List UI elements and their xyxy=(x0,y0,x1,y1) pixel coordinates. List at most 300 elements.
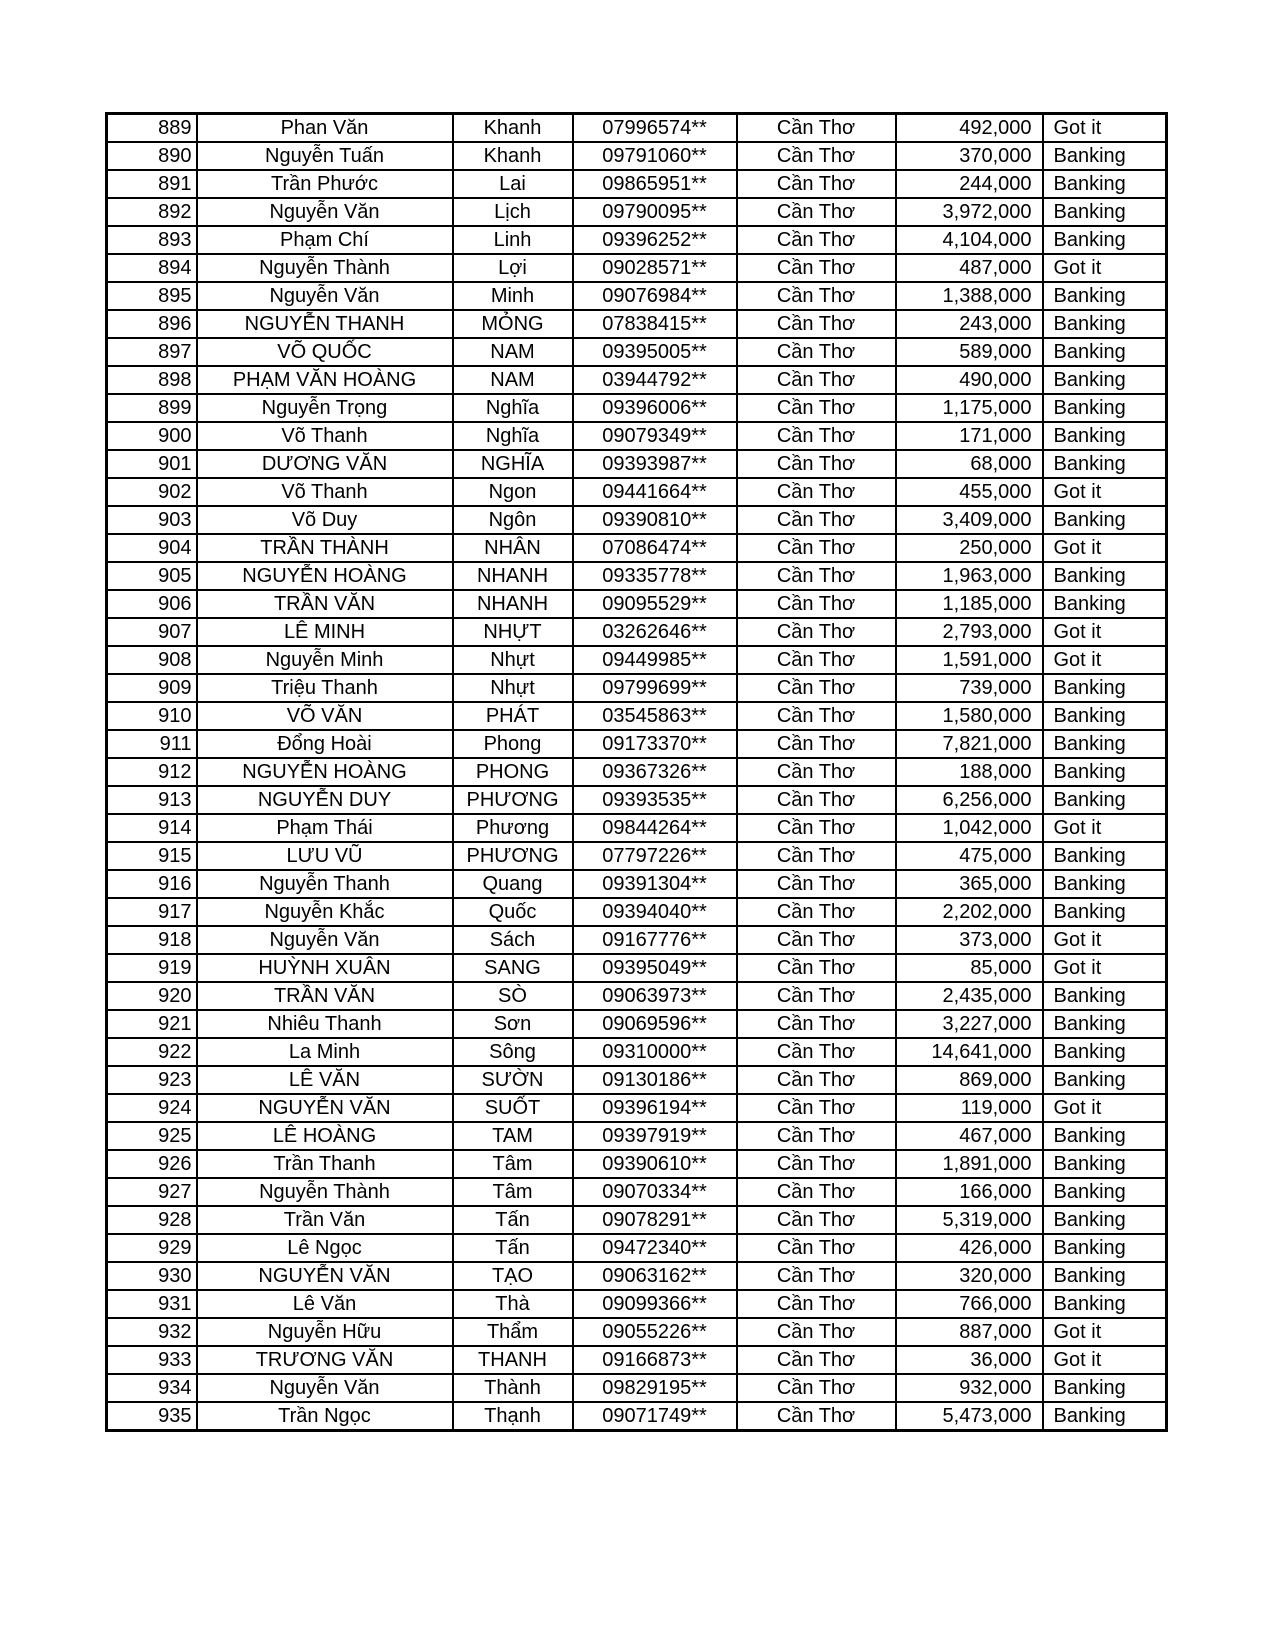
row-number-cell: 894 xyxy=(107,254,197,282)
table-row xyxy=(107,1206,1167,1234)
table-row xyxy=(107,506,1167,534)
amount-cell: 7,821,000 xyxy=(896,730,1043,758)
amount-cell: 166,000 xyxy=(896,1178,1043,1206)
table-row xyxy=(107,1122,1167,1150)
row-number-cell: 921 xyxy=(107,1010,197,1038)
row-number-cell: 908 xyxy=(107,646,197,674)
city-cell: Cần Thơ xyxy=(737,170,896,198)
phone-cell: 09393987** xyxy=(573,450,737,478)
phone-cell: 09367326** xyxy=(573,758,737,786)
row-number-cell: 896 xyxy=(107,310,197,338)
payment-method-cell: Banking xyxy=(1043,1150,1167,1178)
first-name-cell: Quang xyxy=(453,870,573,898)
last-name-cell: Trần Ngọc xyxy=(197,1402,453,1431)
city-cell: Cần Thơ xyxy=(737,394,896,422)
phone-cell: 09167776** xyxy=(573,926,737,954)
table-row xyxy=(107,954,1167,982)
last-name-cell: Lê Ngọc xyxy=(197,1234,453,1262)
payment-method-cell: Banking xyxy=(1043,1038,1167,1066)
amount-cell: 492,000 xyxy=(896,114,1043,143)
row-number-cell: 918 xyxy=(107,926,197,954)
table-row xyxy=(107,898,1167,926)
table-row xyxy=(107,814,1167,842)
phone-cell: 09055226** xyxy=(573,1318,737,1346)
last-name-cell: Nguyễn Văn xyxy=(197,198,453,226)
table-row xyxy=(107,1374,1167,1402)
amount-cell: 14,641,000 xyxy=(896,1038,1043,1066)
city-cell: Cần Thơ xyxy=(737,730,896,758)
row-number-cell: 914 xyxy=(107,814,197,842)
table-row xyxy=(107,786,1167,814)
payment-method-cell: Banking xyxy=(1043,1066,1167,1094)
payment-method-cell: Banking xyxy=(1043,1234,1167,1262)
amount-cell: 2,793,000 xyxy=(896,618,1043,646)
amount-cell: 3,409,000 xyxy=(896,506,1043,534)
first-name-cell: PHƯƠNG xyxy=(453,842,573,870)
amount-cell: 244,000 xyxy=(896,170,1043,198)
table-row xyxy=(107,226,1167,254)
table-row xyxy=(107,1290,1167,1318)
phone-cell: 09391304** xyxy=(573,870,737,898)
phone-cell: 09071749** xyxy=(573,1402,737,1431)
last-name-cell: Trần Văn xyxy=(197,1206,453,1234)
first-name-cell: Phương xyxy=(453,814,573,842)
city-cell: Cần Thơ xyxy=(737,1150,896,1178)
table-row xyxy=(107,1066,1167,1094)
payment-method-cell: Got it xyxy=(1043,534,1167,562)
amount-cell: 490,000 xyxy=(896,366,1043,394)
first-name-cell: SƯỜN xyxy=(453,1066,573,1094)
row-number-cell: 903 xyxy=(107,506,197,534)
phone-cell: 09395049** xyxy=(573,954,737,982)
phone-cell: 03944792** xyxy=(573,366,737,394)
first-name-cell: NHANH xyxy=(453,590,573,618)
city-cell: Cần Thơ xyxy=(737,422,896,450)
city-cell: Cần Thơ xyxy=(737,1402,896,1431)
city-cell: Cần Thơ xyxy=(737,786,896,814)
first-name-cell: PHONG xyxy=(453,758,573,786)
first-name-cell: Tâm xyxy=(453,1178,573,1206)
last-name-cell: Nguyễn Hữu xyxy=(197,1318,453,1346)
city-cell: Cần Thơ xyxy=(737,1234,896,1262)
last-name-cell: Nguyễn Văn xyxy=(197,282,453,310)
city-cell: Cần Thơ xyxy=(737,1290,896,1318)
city-cell: Cần Thơ xyxy=(737,870,896,898)
amount-cell: 1,891,000 xyxy=(896,1150,1043,1178)
table-row xyxy=(107,618,1167,646)
amount-cell: 1,388,000 xyxy=(896,282,1043,310)
last-name-cell: Nguyễn Minh xyxy=(197,646,453,674)
first-name-cell: Ngon xyxy=(453,478,573,506)
amount-cell: 36,000 xyxy=(896,1346,1043,1374)
phone-cell: 03262646** xyxy=(573,618,737,646)
first-name-cell: SUỐT xyxy=(453,1094,573,1122)
amount-cell: 467,000 xyxy=(896,1122,1043,1150)
last-name-cell: NGUYỄN HOÀNG xyxy=(197,758,453,786)
table-row xyxy=(107,1038,1167,1066)
first-name-cell: Thạnh xyxy=(453,1402,573,1431)
last-name-cell: Đổng Hoài xyxy=(197,730,453,758)
row-number-cell: 920 xyxy=(107,982,197,1010)
row-number-cell: 904 xyxy=(107,534,197,562)
amount-cell: 4,104,000 xyxy=(896,226,1043,254)
payment-method-cell: Got it xyxy=(1043,954,1167,982)
table-row xyxy=(107,114,1167,143)
table-row xyxy=(107,1402,1167,1431)
payment-method-cell: Banking xyxy=(1043,170,1167,198)
last-name-cell: LÊ VĂN xyxy=(197,1066,453,1094)
row-number-cell: 913 xyxy=(107,786,197,814)
table-row xyxy=(107,1010,1167,1038)
row-number-cell: 922 xyxy=(107,1038,197,1066)
last-name-cell: Võ Duy xyxy=(197,506,453,534)
phone-cell: 09069596** xyxy=(573,1010,737,1038)
row-number-cell: 910 xyxy=(107,702,197,730)
amount-cell: 1,175,000 xyxy=(896,394,1043,422)
last-name-cell: NGUYỄN THANH xyxy=(197,310,453,338)
payment-method-cell: Banking xyxy=(1043,786,1167,814)
amount-cell: 250,000 xyxy=(896,534,1043,562)
table-row xyxy=(107,338,1167,366)
last-name-cell: Lê Văn xyxy=(197,1290,453,1318)
payment-method-cell: Banking xyxy=(1043,1010,1167,1038)
first-name-cell: Lợi xyxy=(453,254,573,282)
city-cell: Cần Thơ xyxy=(737,366,896,394)
phone-cell: 09078291** xyxy=(573,1206,737,1234)
city-cell: Cần Thơ xyxy=(737,506,896,534)
row-number-cell: 935 xyxy=(107,1402,197,1431)
payment-method-cell: Banking xyxy=(1043,562,1167,590)
amount-cell: 320,000 xyxy=(896,1262,1043,1290)
amount-cell: 1,580,000 xyxy=(896,702,1043,730)
first-name-cell: Lai xyxy=(453,170,573,198)
phone-cell: 09310000** xyxy=(573,1038,737,1066)
payment-method-cell: Got it xyxy=(1043,618,1167,646)
city-cell: Cần Thơ xyxy=(737,1206,896,1234)
amount-cell: 1,042,000 xyxy=(896,814,1043,842)
phone-cell: 07797226** xyxy=(573,842,737,870)
table-row xyxy=(107,842,1167,870)
first-name-cell: Tấn xyxy=(453,1206,573,1234)
last-name-cell: HUỲNH XUÂN xyxy=(197,954,453,982)
first-name-cell: Khanh xyxy=(453,142,573,170)
phone-cell: 09173370** xyxy=(573,730,737,758)
table-row xyxy=(107,590,1167,618)
city-cell: Cần Thơ xyxy=(737,226,896,254)
table-row xyxy=(107,1178,1167,1206)
first-name-cell: Quốc xyxy=(453,898,573,926)
first-name-cell: Tấn xyxy=(453,1234,573,1262)
phone-cell: 09393535** xyxy=(573,786,737,814)
city-cell: Cần Thơ xyxy=(737,338,896,366)
last-name-cell: Phan Văn xyxy=(197,114,453,143)
row-number-cell: 912 xyxy=(107,758,197,786)
amount-cell: 426,000 xyxy=(896,1234,1043,1262)
first-name-cell: Nghĩa xyxy=(453,422,573,450)
first-name-cell: TẠO xyxy=(453,1262,573,1290)
table-row xyxy=(107,926,1167,954)
payment-method-cell: Banking xyxy=(1043,366,1167,394)
payment-method-cell: Got it xyxy=(1043,478,1167,506)
amount-cell: 589,000 xyxy=(896,338,1043,366)
phone-cell: 09396252** xyxy=(573,226,737,254)
first-name-cell: Khanh xyxy=(453,114,573,143)
phone-cell: 09095529** xyxy=(573,590,737,618)
city-cell: Cần Thơ xyxy=(737,1066,896,1094)
phone-cell: 09829195** xyxy=(573,1374,737,1402)
last-name-cell: NGUYỄN VĂN xyxy=(197,1262,453,1290)
phone-cell: 09335778** xyxy=(573,562,737,590)
row-number-cell: 902 xyxy=(107,478,197,506)
table-row xyxy=(107,142,1167,170)
first-name-cell: Linh xyxy=(453,226,573,254)
city-cell: Cần Thơ xyxy=(737,142,896,170)
amount-cell: 5,473,000 xyxy=(896,1402,1043,1431)
last-name-cell: Nguyễn Thành xyxy=(197,254,453,282)
payment-method-cell: Banking xyxy=(1043,506,1167,534)
row-number-cell: 933 xyxy=(107,1346,197,1374)
phone-cell: 09396006** xyxy=(573,394,737,422)
table-row xyxy=(107,534,1167,562)
table-row xyxy=(107,730,1167,758)
last-name-cell: TRẦN VĂN xyxy=(197,590,453,618)
row-number-cell: 905 xyxy=(107,562,197,590)
amount-cell: 243,000 xyxy=(896,310,1043,338)
table-row xyxy=(107,310,1167,338)
first-name-cell: NAM xyxy=(453,338,573,366)
city-cell: Cần Thơ xyxy=(737,590,896,618)
phone-cell: 09396194** xyxy=(573,1094,737,1122)
city-cell: Cần Thơ xyxy=(737,282,896,310)
table-row xyxy=(107,198,1167,226)
amount-cell: 68,000 xyxy=(896,450,1043,478)
last-name-cell: Võ Thanh xyxy=(197,478,453,506)
payment-method-cell: Banking xyxy=(1043,1374,1167,1402)
payment-method-cell: Banking xyxy=(1043,394,1167,422)
amount-cell: 475,000 xyxy=(896,842,1043,870)
first-name-cell: NHANH xyxy=(453,562,573,590)
city-cell: Cần Thơ xyxy=(737,702,896,730)
payment-method-cell: Got it xyxy=(1043,926,1167,954)
payment-method-cell: Banking xyxy=(1043,142,1167,170)
first-name-cell: NHÂN xyxy=(453,534,573,562)
city-cell: Cần Thơ xyxy=(737,478,896,506)
first-name-cell: PHƯƠNG xyxy=(453,786,573,814)
phone-cell: 09070334** xyxy=(573,1178,737,1206)
payment-method-cell: Got it xyxy=(1043,254,1167,282)
amount-cell: 171,000 xyxy=(896,422,1043,450)
row-number-cell: 927 xyxy=(107,1178,197,1206)
amount-cell: 5,319,000 xyxy=(896,1206,1043,1234)
row-number-cell: 901 xyxy=(107,450,197,478)
last-name-cell: NGUYỄN DUY xyxy=(197,786,453,814)
table-row xyxy=(107,366,1167,394)
city-cell: Cần Thơ xyxy=(737,1122,896,1150)
row-number-cell: 928 xyxy=(107,1206,197,1234)
phone-cell: 09394040** xyxy=(573,898,737,926)
amount-cell: 370,000 xyxy=(896,142,1043,170)
row-number-cell: 916 xyxy=(107,870,197,898)
payment-method-cell: Banking xyxy=(1043,198,1167,226)
amount-cell: 869,000 xyxy=(896,1066,1043,1094)
row-number-cell: 890 xyxy=(107,142,197,170)
payment-method-cell: Banking xyxy=(1043,422,1167,450)
payment-method-cell: Banking xyxy=(1043,282,1167,310)
amount-cell: 2,202,000 xyxy=(896,898,1043,926)
payment-method-cell: Banking xyxy=(1043,1178,1167,1206)
city-cell: Cần Thơ xyxy=(737,954,896,982)
phone-cell: 09790095** xyxy=(573,198,737,226)
row-number-cell: 892 xyxy=(107,198,197,226)
payment-method-cell: Banking xyxy=(1043,702,1167,730)
last-name-cell: Nguyễn Trọng xyxy=(197,394,453,422)
city-cell: Cần Thơ xyxy=(737,1010,896,1038)
phone-cell: 09063162** xyxy=(573,1262,737,1290)
row-number-cell: 897 xyxy=(107,338,197,366)
last-name-cell: Nhiêu Thanh xyxy=(197,1010,453,1038)
last-name-cell: NGUYỄN VĂN xyxy=(197,1094,453,1122)
city-cell: Cần Thơ xyxy=(737,674,896,702)
amount-cell: 2,435,000 xyxy=(896,982,1043,1010)
city-cell: Cần Thơ xyxy=(737,926,896,954)
amount-cell: 119,000 xyxy=(896,1094,1043,1122)
first-name-cell: SÒ xyxy=(453,982,573,1010)
payment-method-cell: Banking xyxy=(1043,758,1167,786)
table-row xyxy=(107,1150,1167,1178)
payment-method-cell: Got it xyxy=(1043,814,1167,842)
last-name-cell: Nguyễn Thành xyxy=(197,1178,453,1206)
row-number-cell: 906 xyxy=(107,590,197,618)
table-row xyxy=(107,1234,1167,1262)
payment-method-cell: Banking xyxy=(1043,450,1167,478)
city-cell: Cần Thơ xyxy=(737,450,896,478)
payment-method-cell: Banking xyxy=(1043,730,1167,758)
first-name-cell: Minh xyxy=(453,282,573,310)
phone-cell: 09395005** xyxy=(573,338,737,366)
table-row xyxy=(107,254,1167,282)
table-row xyxy=(107,674,1167,702)
last-name-cell: Phạm Chí xyxy=(197,226,453,254)
amount-cell: 3,227,000 xyxy=(896,1010,1043,1038)
first-name-cell: MỎNG xyxy=(453,310,573,338)
phone-cell: 09166873** xyxy=(573,1346,737,1374)
phone-cell: 03545863** xyxy=(573,702,737,730)
city-cell: Cần Thơ xyxy=(737,562,896,590)
table-row xyxy=(107,394,1167,422)
last-name-cell: Nguyễn Văn xyxy=(197,1374,453,1402)
table-row xyxy=(107,646,1167,674)
last-name-cell: TRẦN THÀNH xyxy=(197,534,453,562)
table-row xyxy=(107,702,1167,730)
phone-cell: 07086474** xyxy=(573,534,737,562)
first-name-cell: Nghĩa xyxy=(453,394,573,422)
amount-cell: 1,591,000 xyxy=(896,646,1043,674)
payment-method-cell: Got it xyxy=(1043,1346,1167,1374)
amount-cell: 1,185,000 xyxy=(896,590,1043,618)
row-number-cell: 934 xyxy=(107,1374,197,1402)
row-number-cell: 895 xyxy=(107,282,197,310)
table-row xyxy=(107,170,1167,198)
last-name-cell: PHẠM VĂN HOÀNG xyxy=(197,366,453,394)
payment-method-cell: Banking xyxy=(1043,1122,1167,1150)
phone-cell: 09449985** xyxy=(573,646,737,674)
payment-method-cell: Banking xyxy=(1043,590,1167,618)
city-cell: Cần Thơ xyxy=(737,198,896,226)
table-row xyxy=(107,562,1167,590)
city-cell: Cần Thơ xyxy=(737,618,896,646)
city-cell: Cần Thơ xyxy=(737,898,896,926)
phone-cell: 09799699** xyxy=(573,674,737,702)
row-number-cell: 911 xyxy=(107,730,197,758)
payment-method-cell: Banking xyxy=(1043,870,1167,898)
row-number-cell: 891 xyxy=(107,170,197,198)
first-name-cell: Ngôn xyxy=(453,506,573,534)
amount-cell: 373,000 xyxy=(896,926,1043,954)
payment-method-cell: Got it xyxy=(1043,1094,1167,1122)
last-name-cell: Triệu Thanh xyxy=(197,674,453,702)
city-cell: Cần Thơ xyxy=(737,1346,896,1374)
city-cell: Cần Thơ xyxy=(737,310,896,338)
first-name-cell: Nhựt xyxy=(453,674,573,702)
row-number-cell: 929 xyxy=(107,1234,197,1262)
first-name-cell: Sơn xyxy=(453,1010,573,1038)
last-name-cell: La Minh xyxy=(197,1038,453,1066)
phone-cell: 09028571** xyxy=(573,254,737,282)
phone-cell: 09079349** xyxy=(573,422,737,450)
first-name-cell: Phong xyxy=(453,730,573,758)
city-cell: Cần Thơ xyxy=(737,646,896,674)
row-number-cell: 909 xyxy=(107,674,197,702)
amount-cell: 739,000 xyxy=(896,674,1043,702)
table-row xyxy=(107,1262,1167,1290)
payment-method-cell: Banking xyxy=(1043,1402,1167,1431)
amount-cell: 365,000 xyxy=(896,870,1043,898)
last-name-cell: LÊ HOÀNG xyxy=(197,1122,453,1150)
first-name-cell: Thành xyxy=(453,1374,573,1402)
table-row xyxy=(107,1346,1167,1374)
first-name-cell: THANH xyxy=(453,1346,573,1374)
phone-cell: 09397919** xyxy=(573,1122,737,1150)
payment-method-cell: Banking xyxy=(1043,1290,1167,1318)
city-cell: Cần Thơ xyxy=(737,1374,896,1402)
payment-method-cell: Banking xyxy=(1043,1206,1167,1234)
row-number-cell: 925 xyxy=(107,1122,197,1150)
table-row xyxy=(107,1094,1167,1122)
first-name-cell: Sách xyxy=(453,926,573,954)
last-name-cell: LÊ MINH xyxy=(197,618,453,646)
row-number-cell: 924 xyxy=(107,1094,197,1122)
last-name-cell: TRẦN VĂN xyxy=(197,982,453,1010)
first-name-cell: NAM xyxy=(453,366,573,394)
amount-cell: 766,000 xyxy=(896,1290,1043,1318)
winners-table xyxy=(105,112,1168,1432)
amount-cell: 1,963,000 xyxy=(896,562,1043,590)
city-cell: Cần Thơ xyxy=(737,814,896,842)
phone-cell: 09791060** xyxy=(573,142,737,170)
first-name-cell: Thà xyxy=(453,1290,573,1318)
row-number-cell: 923 xyxy=(107,1066,197,1094)
first-name-cell: SANG xyxy=(453,954,573,982)
amount-cell: 887,000 xyxy=(896,1318,1043,1346)
table-row xyxy=(107,450,1167,478)
payment-method-cell: Banking xyxy=(1043,898,1167,926)
payment-method-cell: Banking xyxy=(1043,226,1167,254)
last-name-cell: Nguyễn Khắc xyxy=(197,898,453,926)
phone-cell: 09390610** xyxy=(573,1150,737,1178)
city-cell: Cần Thơ xyxy=(737,1038,896,1066)
first-name-cell: NGHĨA xyxy=(453,450,573,478)
city-cell: Cần Thơ xyxy=(737,1318,896,1346)
